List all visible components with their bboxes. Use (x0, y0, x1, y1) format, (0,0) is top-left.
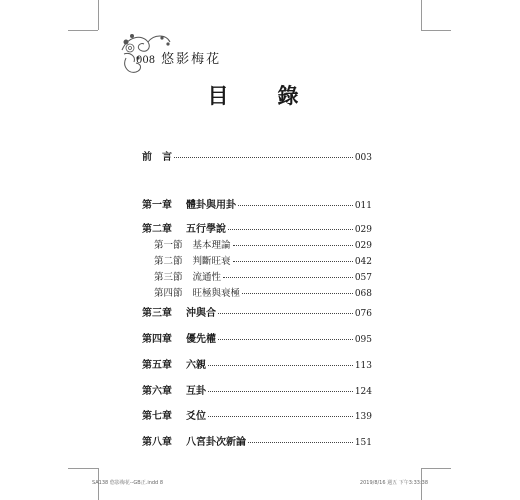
toc-entry-number: 第一章 (142, 200, 172, 211)
toc-page-number: 029 (354, 241, 372, 251)
toc-entry-title: 八宮卦次新論 (186, 437, 246, 448)
toc-page-number: 113 (354, 361, 372, 371)
toc-chapter-row (142, 360, 372, 372)
toc-leader-dots (223, 277, 353, 278)
toc-leader-dots (208, 391, 353, 392)
toc-chapter-row (142, 411, 372, 423)
toc-page-number: 124 (354, 387, 372, 397)
toc-section-row (142, 256, 372, 268)
toc-entry-number: 前 言 (142, 152, 172, 163)
toc-entry-title: 優先權 (186, 334, 216, 345)
toc-leader-dots (208, 416, 353, 417)
toc-page-number: 042 (354, 257, 372, 267)
toc-chapter-row (142, 308, 372, 320)
crop-mark (68, 468, 98, 469)
toc-entry-number: 第四章 (142, 334, 172, 345)
toc-entry-title: 互卦 (186, 386, 206, 397)
toc-entry-number: 第八章 (142, 437, 172, 448)
toc-entry-number: 第五章 (142, 360, 172, 371)
toc-entry-number: 第二章 (142, 224, 172, 235)
toc-entry-title: 判斷旺衰 (192, 256, 231, 267)
toc-leader-dots (218, 339, 353, 340)
toc-page-number: 029 (354, 225, 372, 235)
toc-page-number: 011 (354, 201, 372, 211)
toc-entry-title: 六親 (186, 360, 206, 371)
header-page-number: 008 (136, 55, 156, 66)
toc-chapter-row (142, 334, 372, 346)
toc-leader-dots (233, 245, 353, 246)
toc-page-number: 003 (354, 153, 372, 163)
crop-mark (421, 0, 422, 30)
toc-entry-number: 第四節 (154, 288, 183, 299)
crop-mark (421, 30, 451, 31)
toc-entry-title: 基本理論 (192, 240, 231, 251)
toc-entry-title: 流通性 (192, 272, 222, 283)
crop-mark (68, 30, 98, 31)
toc-entry-title: 體卦與用卦 (186, 200, 236, 211)
slug-timestamp: 2019/8/16 週五 下午3:33:38 (359, 480, 428, 486)
toc-page-number: 068 (354, 289, 372, 299)
header-book-title: 悠影梅花 (161, 52, 222, 67)
toc-page-number: 139 (354, 412, 372, 422)
running-head (136, 48, 221, 67)
toc-entry-title: 五行學說 (186, 224, 226, 235)
toc-entry-title: 旺極與衰極 (192, 288, 241, 299)
toc-leader-dots (238, 205, 353, 206)
toc-section-row (142, 288, 372, 300)
toc-chapter-row (142, 386, 372, 398)
toc-page-number: 057 (354, 273, 372, 283)
toc-entry-number: 第六章 (142, 386, 172, 397)
toc-entry-number: 第二節 (154, 256, 183, 267)
toc-section-row (142, 272, 372, 284)
toc-entry-title: 爻位 (186, 411, 206, 422)
slug-file-name: SA138 悠影梅花--GB正.indd 8 (92, 480, 163, 486)
crop-mark (421, 468, 451, 469)
toc-entry-number: 第三節 (154, 272, 183, 283)
toc-page-number: 151 (354, 438, 372, 448)
toc-page-number: 095 (354, 335, 372, 345)
toc-entry-title: 沖與合 (186, 308, 216, 319)
toc-leader-dots (233, 261, 353, 262)
page-title: 目 錄 (207, 83, 313, 108)
toc-chapter-row (142, 200, 372, 212)
toc-leader-dots (218, 313, 353, 314)
toc-section-row (142, 240, 372, 252)
toc-chapter-row (142, 437, 372, 449)
toc-leader-dots (248, 442, 353, 443)
toc-leader-dots (208, 365, 353, 366)
toc-entry-number: 第一節 (154, 240, 183, 251)
toc-leader-dots (174, 157, 353, 158)
toc-page-number: 076 (354, 309, 372, 319)
toc-leader-dots (228, 229, 353, 230)
toc-entry-number: 第三章 (142, 308, 172, 319)
toc-entry-number: 第七章 (142, 411, 172, 422)
toc-chapter-row (142, 224, 372, 236)
crop-mark (98, 0, 99, 30)
toc-leader-dots (242, 293, 353, 294)
toc-chapter-row (142, 152, 372, 164)
